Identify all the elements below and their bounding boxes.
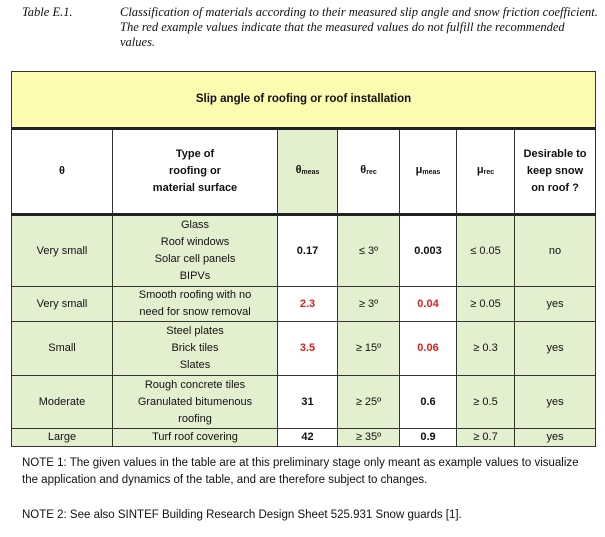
theta-meas-cell: 3.5 — [278, 322, 338, 376]
note-2: NOTE 2: See also SINTEF Building Research Design Sheet 525.931 Snow guards [1]. — [22, 509, 462, 521]
material-cell — [113, 322, 278, 376]
material-line: Roof windows — [160, 236, 230, 248]
header-symbol: μ — [476, 164, 484, 176]
mu-rec-cell: ≥ 0.05 — [457, 287, 515, 322]
theta-rec-cell: ≥ 15º — [338, 322, 400, 376]
material-cell — [113, 376, 278, 429]
header-symbol: θ — [360, 164, 367, 176]
material-line: need for snow removal — [139, 306, 251, 318]
header-symbol: θ — [295, 164, 302, 176]
material-line: Glass — [180, 219, 210, 231]
table-row — [12, 376, 596, 429]
material-line: Rough concrete tiles — [144, 378, 246, 391]
table-row — [12, 287, 596, 322]
desirable-cell: yes — [515, 376, 596, 429]
material-line: Granulated bitumenous — [137, 395, 253, 408]
theta-meas-cell: 2.3 — [278, 287, 338, 322]
theta-meas-cell: 0.17 — [278, 215, 338, 287]
mu-rec-cell: ≥ 0.3 — [457, 322, 515, 376]
header-type-line: material surface — [152, 182, 238, 194]
desirable-cell: yes — [515, 287, 596, 322]
material-line: Solar cell panels — [154, 253, 236, 265]
header-type-line: Type of — [175, 148, 215, 160]
header-desirable-line: on roof ? — [531, 182, 579, 194]
header-theta-meas — [278, 129, 338, 215]
note-1: NOTE 1: The given values in the table are at this preliminary stage only meant as example values to visualize the application and dynamics of the table, and are therefore subject to changes. — [22, 457, 579, 486]
material-line: Slates — [179, 359, 211, 371]
theta-rec-cell: ≥ 35º — [338, 429, 400, 447]
material-line: Steel plates — [166, 325, 224, 337]
category-cell: Large — [12, 429, 113, 447]
mu-rec-cell: ≤ 0.05 — [457, 215, 515, 287]
header-subscript: meas — [422, 169, 441, 176]
material-line: Turf roof covering — [152, 431, 238, 443]
theta-meas-cell: 31 — [278, 376, 338, 429]
material-cell — [113, 215, 278, 287]
theta-rec-cell: ≥ 3º — [338, 287, 400, 322]
classification-table — [11, 71, 596, 447]
category-cell: Moderate — [12, 376, 113, 429]
header-row — [12, 129, 596, 215]
header-type — [113, 129, 278, 215]
mu-rec-cell: ≥ 0.7 — [457, 429, 515, 447]
header-type-line: roofing or — [169, 165, 221, 177]
header-symbol: μ — [415, 164, 423, 176]
theta-rec-cell: ≥ 25º — [338, 376, 400, 429]
header-theta: θ — [12, 129, 113, 215]
mu-meas-cell: 0.003 — [400, 215, 457, 287]
table-row — [12, 322, 596, 376]
header-subscript: rec — [483, 169, 495, 176]
material-cell — [113, 429, 278, 447]
mu-meas-cell: 0.04 — [400, 287, 457, 322]
mu-rec-cell: ≥ 0.5 — [457, 376, 515, 429]
mu-meas-cell: 0.6 — [400, 376, 457, 429]
header-theta-rec — [338, 129, 400, 215]
category-cell: Small — [12, 322, 113, 376]
mu-meas-cell: 0.9 — [400, 429, 457, 447]
table-row — [12, 215, 596, 287]
header-desirable-line: keep snow — [526, 165, 584, 177]
theta-meas-cell: 42 — [278, 429, 338, 447]
material-line: roofing — [178, 412, 212, 425]
table-title: Slip angle of roofing or roof installation — [12, 72, 596, 129]
header-subscript: rec — [366, 169, 377, 176]
caption-text: Classification of materials according to their measured slip angle and snow friction coefficient. The red example values indicate that the measured values do not fulfill the recommended values. — [120, 5, 598, 49]
mu-meas-cell: 0.06 — [400, 322, 457, 376]
header-mu-rec — [457, 129, 515, 215]
header-desirable-line: Desirable to — [523, 148, 587, 160]
table-row — [12, 429, 596, 447]
category-cell: Very small — [12, 215, 113, 287]
material-cell — [113, 287, 278, 322]
header-subscript: meas — [301, 169, 320, 176]
material-line: Brick tiles — [171, 342, 219, 354]
theta-rec-cell: ≤ 3º — [338, 215, 400, 287]
header-desirable — [515, 129, 596, 215]
desirable-cell: no — [515, 215, 596, 287]
desirable-cell: yes — [515, 429, 596, 447]
material-line: Smooth roofing with no — [138, 289, 252, 301]
caption-label: Table E.1. — [22, 5, 73, 19]
header-mu-meas — [400, 129, 457, 215]
category-cell: Very small — [12, 287, 113, 322]
material-line: BIPVs — [179, 270, 211, 282]
desirable-cell: yes — [515, 322, 596, 376]
